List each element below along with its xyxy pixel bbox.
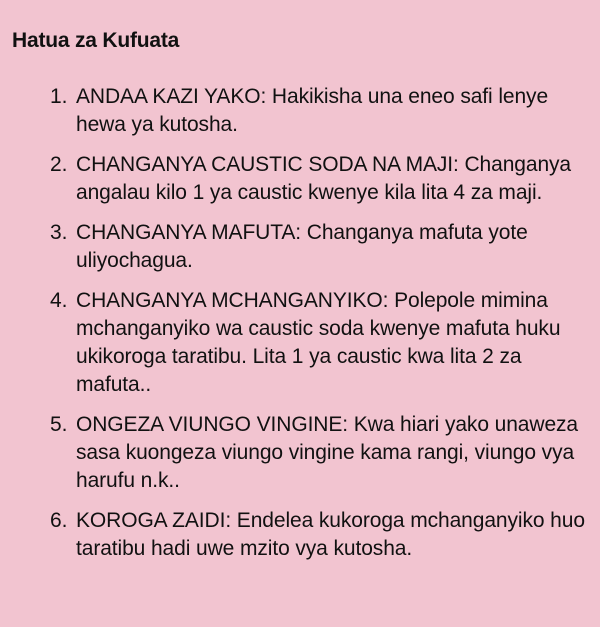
steps-list (12, 83, 588, 563)
step-number: 3. (50, 221, 68, 244)
step-item (12, 151, 588, 207)
step-text: CHANGANYA MAFUTA: Changanya mafuta yote uliyochagua. (76, 221, 528, 272)
step-text: CHANGANYA MCHANGANYIKO: Polepole mimina mchanganyiko wa caustic soda kwenye mafuta huku ukikoroga taratibu. Lita 1 ya caustic kwa lita 2 za mafuta.. (76, 289, 561, 396)
step-number: 4. (50, 289, 68, 312)
step-text: ANDAA KAZI YAKO: Hakikisha una eneo safi lenye hewa ya kutosha. (76, 85, 549, 136)
step-number: 5. (50, 413, 68, 436)
step-text: ONGEZA VIUNGO VINGINE: Kwa hiari yako unaweza sasa kuongeza viungo vingine kama rangi, viungo vya harufu n.k.. (76, 413, 579, 492)
step-text: CHANGANYA CAUSTIC SODA NA MAJI: Changanya angalau kilo 1 ya caustic kwenye kila lita 4 za maji. (76, 153, 572, 204)
step-item (12, 287, 588, 399)
step-item (12, 83, 588, 139)
step-text: KOROGA ZAIDI: Endelea kukoroga mchanganyiko huo taratibu hadi uwe mzito vya kutosha. (76, 509, 585, 560)
step-number: 1. (50, 85, 68, 108)
step-item (12, 507, 588, 563)
step-number: 6. (50, 509, 68, 532)
page-title: Hatua za Kufuata (12, 29, 180, 52)
step-number: 2. (50, 153, 68, 176)
step-item (12, 411, 588, 495)
step-item (12, 219, 588, 275)
